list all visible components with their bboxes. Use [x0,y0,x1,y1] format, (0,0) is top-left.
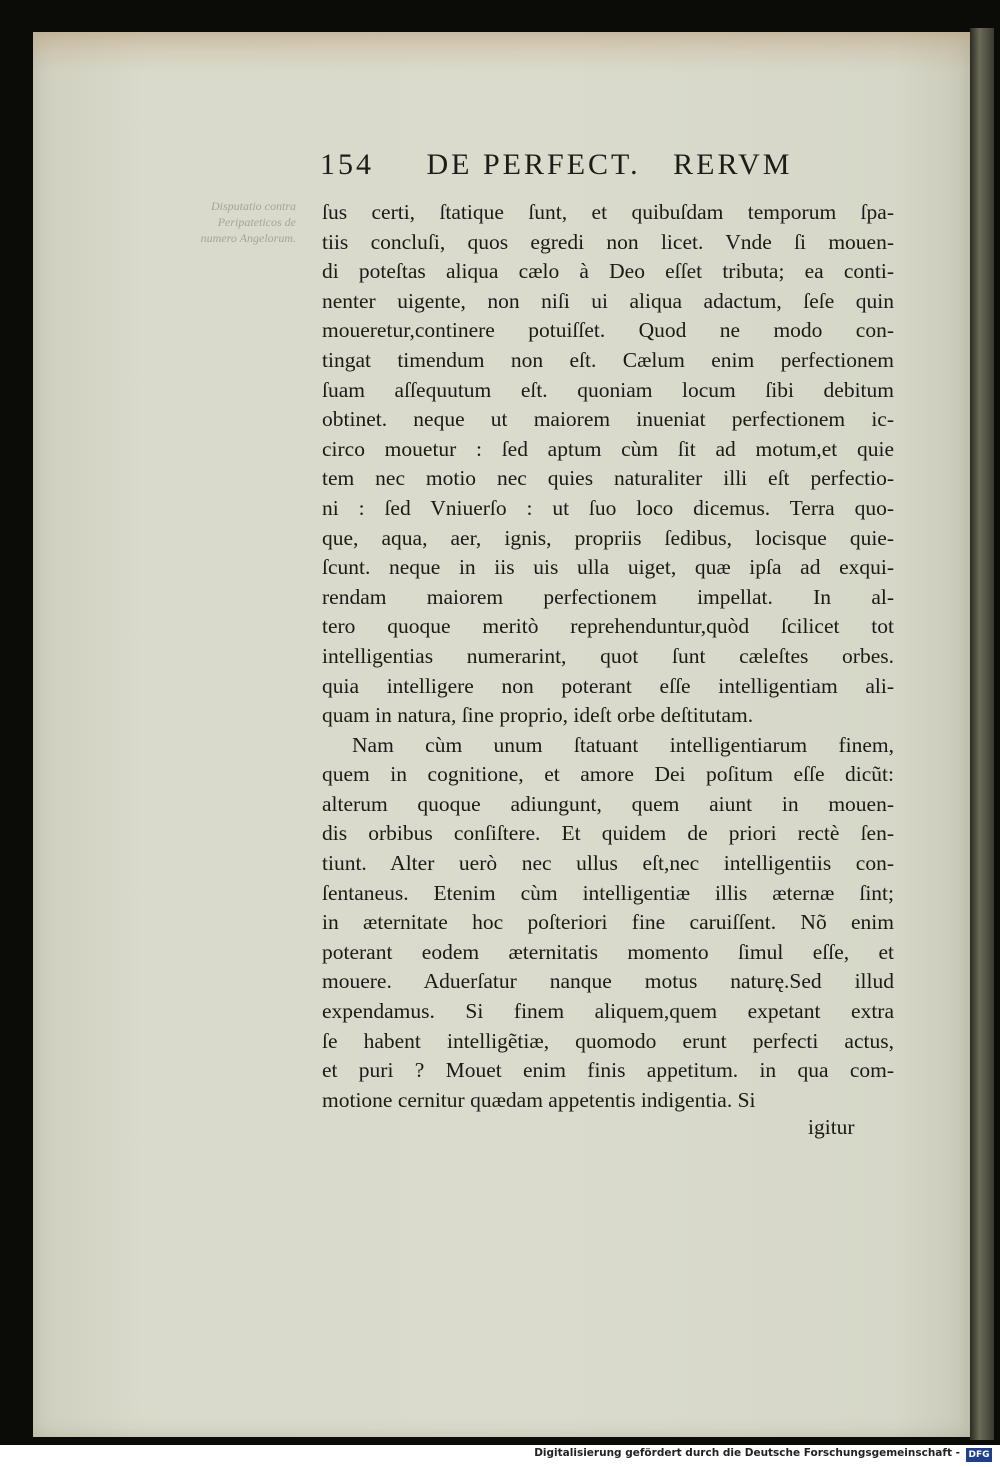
text-line: nenter uigente, non niſi ui aliqua adactum, ſeſe quin [322,288,894,313]
text-line: ſus certi, ſtatique ſunt, et quibuſdam temporum ſpa- [322,200,894,224]
text-line: tero quoque meritò reprehenduntur,quòd ſcilicet tot [322,614,894,639]
footer-bar [0,1445,1000,1467]
catchword: igitur [808,1115,855,1139]
text-line: ſcunt. neque in iis uis ulla uiget, quæ ipſa ad exqui- [322,555,894,580]
text-line: intelligentias numerarint, quot ſunt cæleſtes orbes. [322,643,894,668]
text-line: circo mouetur : ſed aptum cùm ſit ad motum,et quie [322,436,894,461]
text-line: rendam maiorem perfectionem impellat. In al- [322,584,894,609]
text-line: ſentaneus. Etenim cùm intelligentiæ illis æternæ ſint; [322,880,894,905]
text-line: tingat timendum non eſt. Cælum enim perfectionem [322,347,894,372]
text-line: expendamus. Si finem aliquem,quem expetant extra [322,999,894,1024]
text-line: et puri ? Mouet enim finis appetitum. in qua com- [322,1058,894,1083]
text-line: motione cernitur quædam appetentis indigentia. Si [322,1087,756,1112]
text-line: dis orbibus conſiſtere. Et quidem de priori rectè ſen- [322,821,894,846]
page-stain [33,32,970,72]
book-edge [970,28,994,1440]
running-header [320,148,792,182]
header-title-part1: DE PERFECT. [426,148,641,181]
text-line: quam in natura, ſine proprio, ideſt orbe deſtitutam. [322,703,754,728]
text-line: moueretur,continere potuiſſet. Quod ne modo con- [322,318,894,343]
text-line: tiis concluſi, quos egredi non licet. Vnde ſi mouen- [322,229,894,254]
text-line: quia intelligere non poterant eſſe intelligentiam ali- [322,673,894,698]
text-line: ni : ſed Vniuerſo : ut ſuo loco dicemus. Terra quo- [322,495,894,520]
text-line: ſuam aſſequutum eſt. quoniam locum ſibi debitum [322,377,894,402]
page-number: 154 [320,148,374,181]
header-title-part2: RERVM [673,148,793,181]
text-line: ſe habent intelligẽtiæ, quomodo erunt perfecti actus, [322,1028,894,1053]
footer-credit: Digitalisierung gefördert durch die Deutsche Forschungsgemeinschaft - [534,1447,960,1459]
text-line: in æternitate hoc poſteriori fine caruiſſent. Nõ enim [322,910,894,935]
text-line: tiunt. Alter uerò nec ullus eſt,nec intelligentiis con- [322,851,894,876]
text-line: que, aqua, aer, ignis, propriis ſedibus, locisque quie- [322,525,894,550]
text-line: alterum quoque adiungunt, quem aiunt in mouen- [322,791,894,816]
marginal-note: Disputatio contra Peripateticos de numero Angelorum. [200,199,296,245]
text-line: mouere. Aduerſatur nanque motus naturę.Sed illud [322,969,894,994]
text-line: Nam cùm unum ſtatuant intelligentiarum finem, [352,732,894,757]
text-line: di poteſtas aliqua cælo à Deo eſſet tributa; ea conti- [322,259,894,284]
text-line: obtinet. neque ut maiorem inueniat perfectionem ic- [322,407,894,432]
text-line: tem nec motio nec quies naturaliter illi eſt perfectio- [322,466,894,491]
body-text [322,198,894,1115]
dfg-logo-icon: DFG [966,1448,992,1462]
text-line: poterant eodem æternitatis momento ſimul eſſe, et [322,939,894,964]
text-line: quem in cognitione, et amore Dei poſitum eſſe dicũt: [322,762,894,787]
